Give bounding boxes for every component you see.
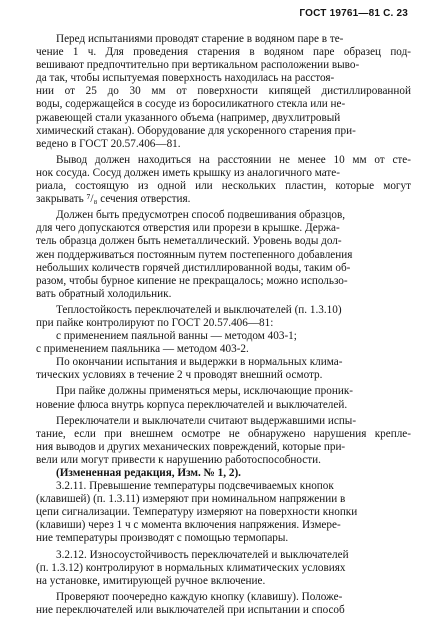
text-line: ние температуры производят с помощью термопары. [36, 532, 289, 545]
paragraph [36, 33, 411, 151]
text-line: вешивают предпочтительно при вертикальном расположении выво- [36, 59, 360, 72]
text-line: химический стакан). Оборудование для ускоренного старения при- [36, 124, 356, 137]
text-line: (клавиши) через 1 ч с момента включения напряжения. Измере- [36, 519, 341, 532]
document-body [36, 33, 411, 617]
text-line: По окончании испытания и выдержки в нормальных клима- [56, 356, 343, 369]
text-line: (Измененная редакция, Изм. № 1, 2). [56, 467, 241, 479]
text-line: тание, если при внешнем осмотре не обнаружено нарушения крепле- [36, 427, 411, 440]
text-line: нии от 25 до 30 мм от поверхности кипящей дистиллированной [36, 85, 411, 98]
paragraph [36, 154, 411, 206]
paragraph [36, 209, 411, 301]
text-line: нок сосуда. Сосуд должен иметь крышку из аналогичного мате- [36, 166, 340, 179]
text-line: новение флюса внутрь корпуса переключателей и выключателей. [36, 398, 348, 411]
paragraph [36, 591, 411, 617]
paragraph [36, 549, 411, 588]
text-line: Проверяют поочередно каждую кнопку (клавишу). Положе- [56, 590, 343, 603]
text-line: небольших количеств горячей дистиллированной воды, таким об- [36, 261, 351, 274]
paragraph [36, 467, 411, 480]
text-line: цепи сигнализации. Температуру измеряют на поверхности кнопки [36, 506, 358, 519]
text-line: ржавеющей стали указанного объема (например, двухлитровый [36, 111, 341, 124]
text-line: чение 1 ч. Для проведения старения в водяном паре образец под- [36, 46, 411, 59]
text-line: тических условиях в течение 2 ч проводят внешний осмотр. [36, 369, 323, 382]
page-header: ГОСТ 19761—81 С. 23 [299, 8, 408, 19]
text-line: 3.2.12. Износоустойчивость переключателей и выключателей [56, 548, 349, 561]
text-line: При пайке должны применяться меры, исключающие проник- [56, 385, 353, 398]
text-line: ведено в ГОСТ 20.57.406—81. [36, 137, 181, 150]
paragraph [36, 415, 411, 467]
text-line: вать обратный холодильник. [36, 287, 172, 300]
text-line: с применением паяльника — методом 403-2. [36, 343, 249, 356]
text-line: риала, состоящую из одной или нескольких пластин, которые могут [36, 180, 411, 193]
paragraph [36, 356, 411, 382]
text-line: да так, чтобы испытуемая поверхность находилась на расстоя- [36, 72, 335, 85]
paragraph [36, 330, 411, 356]
text-line: разом, чтобы бурное кипение не прекращалось; можно использо- [36, 274, 348, 287]
text-line: Теплостойкость переключателей и выключателей (п. 1.3.10) [56, 303, 342, 316]
text-line: Переключатели и выключатели считают выдержавшими испы- [56, 414, 357, 427]
text-line: воды, содержащейся в сосуде из боросиликатного стекла или не- [36, 98, 346, 111]
text-line: с применением паяльной ванны — методом 403-1; [56, 330, 297, 343]
text-line: жен поддерживаться постоянным путем постепенного добавления [36, 248, 353, 261]
text-line: Вывод должен находиться на расстоянии не менее 10 мм от сте- [56, 153, 411, 166]
paragraph [36, 480, 411, 545]
paragraph [36, 385, 411, 411]
text-line: при пайке контролируют по ГОСТ 20.57.406—81: [36, 316, 274, 329]
paragraph [36, 304, 411, 330]
text-line: (клавишей) (п. 1.3.11) измеряют при номинальном напряжении в [36, 493, 346, 506]
text-line: для чего допускаются отверстия или прорези в крышке. Держа- [36, 222, 340, 235]
text-line: на установке, имитирующей ручное включение. [36, 574, 266, 587]
text-line: вели или могут привести к нарушению работоспособности. [36, 453, 321, 466]
text-line: Перед испытаниями проводят старение в водяном паре в те- [56, 33, 344, 45]
text-line: 3.2.11. Превышение температуры подсвечиваемых кнопок [56, 480, 334, 493]
text-line: (п. 1.3.12) контролируют в нормальных климатических условиях [36, 561, 346, 574]
text-line: ние переключателей или выключателей при испытании и способ [36, 603, 345, 616]
text-line: тель образца должен быть неметаллический. Уровень воды дол- [36, 235, 342, 248]
text-line: ния выводов и других механических повреждений, которые при- [36, 440, 346, 453]
text-line: Должен быть предусмотрен способ подвешивания образцов, [56, 209, 346, 222]
text-line: закрывать ⁷/₈ сечения отверстия. [36, 193, 191, 206]
